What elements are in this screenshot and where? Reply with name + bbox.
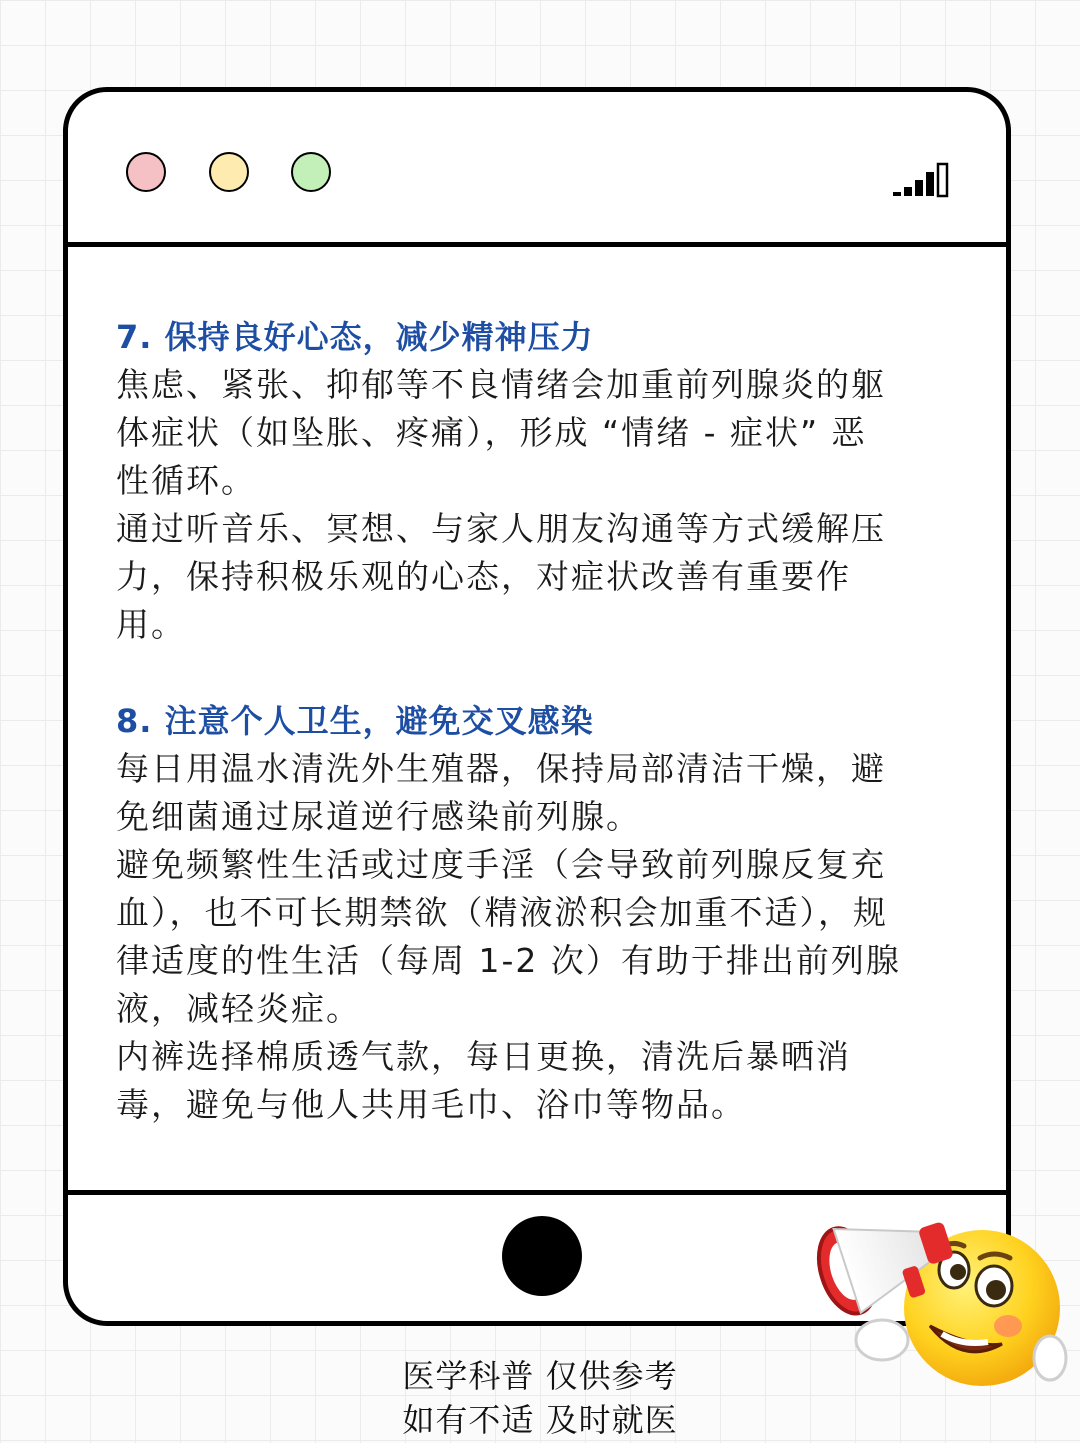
body-line: 性循环。 [116, 461, 256, 500]
body-line: 毒，避免与他人共用毛巾、浴巾等物品。 [116, 1085, 746, 1124]
section-mental-health [116, 313, 966, 649]
disclaimer-line-2: 如有不适 及时就医 [402, 1401, 678, 1439]
body-line: 力，保持积极乐观的心态，对症状改善有重要作 [116, 557, 851, 596]
minimize-dot-icon[interactable] [209, 152, 249, 192]
close-dot-icon[interactable] [126, 152, 166, 192]
body-line: 避免频繁性生活或过度手淫（会导致前列腺反复充 [116, 845, 886, 884]
maximize-dot-icon[interactable] [291, 152, 331, 192]
body-line: 血），也不可长期禁欲（精液淤积会加重不适），规 [116, 893, 888, 932]
body-line: 每日用温水清洗外生殖器，保持局部清洁干燥，避 [116, 749, 886, 788]
window-titlebar [68, 92, 1006, 247]
body-line: 用。 [116, 605, 186, 644]
section-spacer [116, 649, 966, 697]
home-button-icon[interactable] [502, 1216, 582, 1296]
body-line: 内裤选择棉质透气款，每日更换，清洗后暴晒消 [116, 1037, 851, 1076]
body-line: 焦虑、紧张、抑郁等不良情绪会加重前列腺炎的躯 [116, 365, 886, 404]
body-line: 律适度的性生活（每周 1-2 次）有助于排出前列腺 [116, 941, 901, 980]
body-line: 通过听音乐、冥想、与家人朋友沟通等方式缓解压 [116, 509, 886, 548]
signal-strength-icon [891, 162, 961, 200]
section-title: 8. 注意个人卫生，避免交叉感染 [116, 702, 594, 740]
body-line: 免细菌通过尿道逆行感染前列腺。 [116, 797, 641, 836]
disclaimer-line-1: 医学科普 仅供参考 [402, 1357, 678, 1395]
section-hygiene [116, 697, 966, 1129]
body-line: 体症状（如坠胀、疼痛），形成 “情绪 - 症状” 恶 [116, 413, 867, 452]
section-title: 7. 保持良好心态，减少精神压力 [116, 318, 594, 356]
article-content [68, 247, 1006, 1200]
disclaimer-caption [0, 1354, 1080, 1442]
body-line: 液，减轻炎症。 [116, 989, 361, 1028]
phone-frame [63, 87, 1011, 1326]
